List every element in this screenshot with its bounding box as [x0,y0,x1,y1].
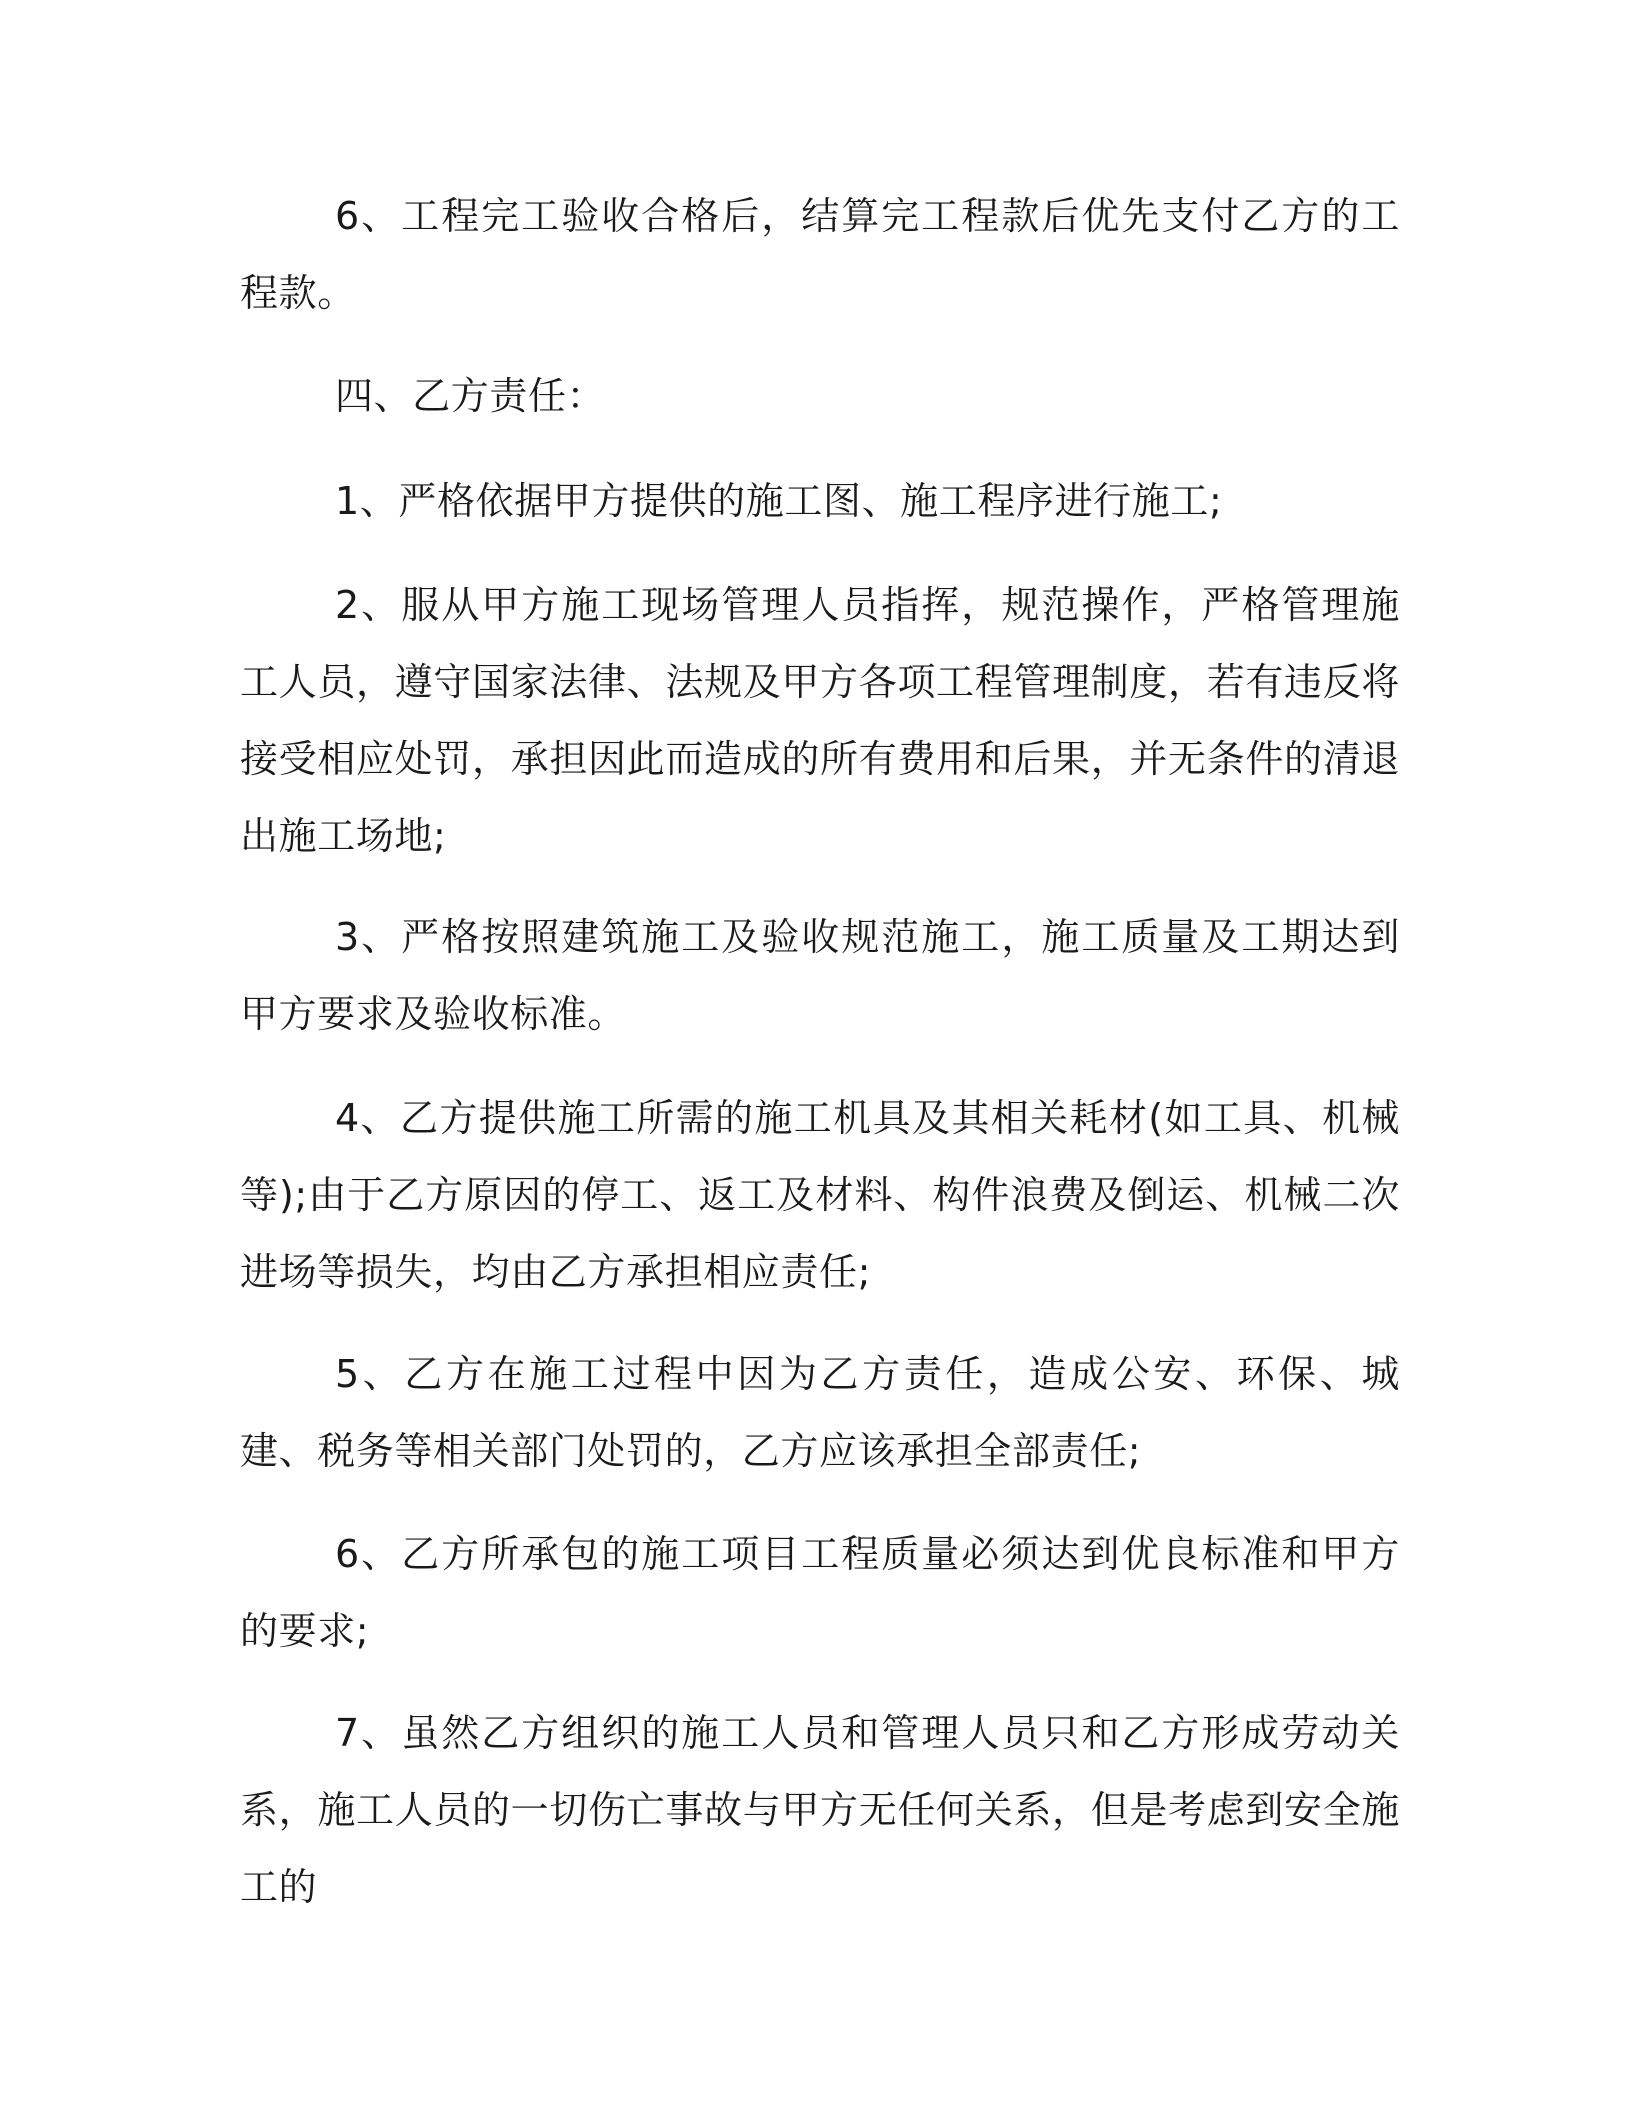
paragraph-clause-1: 1、严格依据甲方提供的施工图、施工程序进行施工; [335,479,1223,523]
paragraph-clause-6: 6、乙方所承包的施工项目工程质量必须达到优良标准和甲方的要求; [240,1532,1400,1653]
paragraph-clause-3: 3、严格按照建筑施工及验收规范施工，施工质量及工期达到甲方要求及验收标准。 [240,915,1400,1036]
paragraph-clause-5: 5、乙方在施工过程中因为乙方责任，造成公安、环保、城建、税务等相关部门处罚的，乙方应该承担全部责任; [240,1352,1400,1473]
paragraph-clause-4: 4、乙方提供施工所需的施工机具及其相关耗材(如工具、机械等);由于乙方原因的停工、返工及材料、构件浪费及倒运、机械二次进场等损失，均由乙方承担相应责任; [240,1096,1400,1294]
paragraph-clause-6-payment: 6、工程完工验收合格后，结算完工程款后优先支付乙方的工程款。 [240,194,1400,315]
paragraph-clause-2: 2、服从甲方施工现场管理人员指挥，规范操作，严格管理施工人员，遵守国家法律、法规及甲方各项工程管理制度，若有违反将接受相应处罚，承担因此而造成的所有费用和后果，并无条件的清退出施工场地; [240,583,1400,858]
paragraph-clause-7: 7、虽然乙方组织的施工人员和管理人员只和乙方形成劳动关系，施工人员的一切伤亡事故与甲方无任何关系，但是考虑到安全施工的 [240,1711,1400,1909]
section-heading-party-b-responsibility: 四、乙方责任： [335,374,606,418]
